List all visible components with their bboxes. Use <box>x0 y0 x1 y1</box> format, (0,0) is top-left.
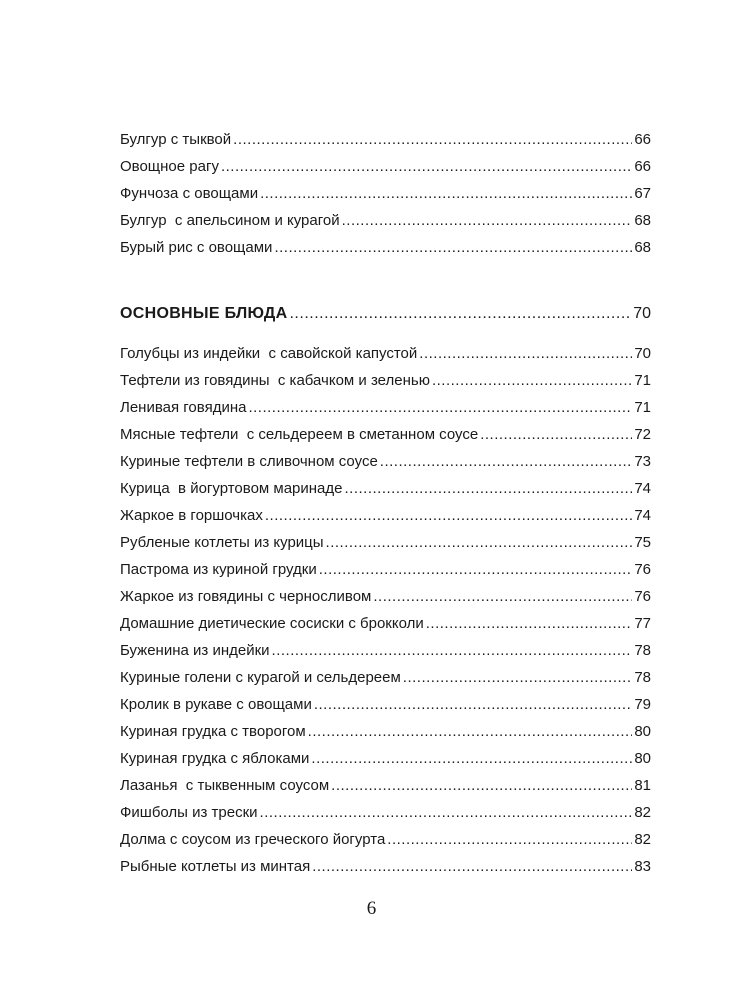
toc-entry <box>120 367 651 394</box>
toc-entry-title: Домашние диетические сосиски с брокколи <box>120 615 424 632</box>
toc-entry-title: Булгур с апельсином и курагой <box>120 212 340 229</box>
toc-entry-page: 78 <box>634 642 651 659</box>
toc-entry-page: 66 <box>634 158 651 175</box>
toc-entry-page: 81 <box>634 777 651 794</box>
toc-entry-title: Пастрома из куриной грудки <box>120 561 317 578</box>
toc-entry-title: Рыбные котлеты из минтая <box>120 858 311 875</box>
toc-entry-title: Овощное рагу <box>120 158 219 175</box>
toc-entry-title: Голубцы из индейки с савойской капустой <box>120 345 418 362</box>
toc-entry-page: 82 <box>634 831 651 848</box>
dot-leader <box>373 583 632 610</box>
toc-entry-page: 75 <box>634 534 651 551</box>
page-number: 6 <box>366 898 377 919</box>
toc-entry-page: 71 <box>634 372 651 389</box>
dot-leader <box>289 300 631 327</box>
dot-leader <box>345 475 633 502</box>
toc-entry-title: Куриные голени с курагой и сельдереем <box>120 669 401 686</box>
toc-entry-page: 83 <box>634 858 651 875</box>
dot-leader <box>480 421 632 448</box>
toc-entry-page: 79 <box>634 696 651 713</box>
toc-entry <box>120 421 651 448</box>
dot-leader <box>312 853 632 880</box>
toc-entry-title: Мясные тефтели с сельдереем в сметанном соусе <box>120 426 479 443</box>
toc-entry-page: 66 <box>634 131 651 148</box>
dot-leader <box>265 502 632 529</box>
toc-entry-page: 77 <box>634 615 651 632</box>
toc-entry-page: 68 <box>634 239 651 256</box>
toc-entry-title: Ленивая говядина <box>120 399 247 416</box>
toc-entry <box>120 234 651 261</box>
toc-entry-page: 76 <box>634 588 651 605</box>
toc-entry <box>120 637 651 664</box>
toc-entry-page: 73 <box>634 453 651 470</box>
toc-entry-title: Рубленые котлеты из курицы <box>120 534 324 551</box>
toc-entry-title: Жаркое из говядины с черносливом <box>120 588 372 605</box>
section-title: ОСНОВНЫЕ БЛЮДА <box>120 305 288 322</box>
toc-entry-title: Булгур с тыквой <box>120 131 232 148</box>
section-heading <box>120 300 651 327</box>
toc-entry-page: 80 <box>634 723 651 740</box>
toc-entry-page: 72 <box>634 426 651 443</box>
toc-entry-title: Куриные тефтели в сливочном соусе <box>120 453 378 470</box>
dot-leader <box>331 772 632 799</box>
dot-leader <box>314 691 632 718</box>
toc-entry-page: 82 <box>634 804 651 821</box>
dot-leader <box>432 367 632 394</box>
toc-entry <box>120 772 651 799</box>
dot-leader <box>272 637 633 664</box>
dot-leader <box>319 556 633 583</box>
toc-list-top <box>120 126 651 261</box>
toc-entry-title: Долма с соусом из греческого йогурта <box>120 831 386 848</box>
toc-entry-page: 76 <box>634 561 651 578</box>
dot-leader <box>260 799 633 826</box>
toc-entry-title: Лазанья с тыквенным соусом <box>120 777 330 794</box>
dot-leader <box>419 340 632 367</box>
dot-leader <box>426 610 633 637</box>
toc-entry <box>120 664 651 691</box>
toc-entry-page: 71 <box>634 399 651 416</box>
toc-entry <box>120 691 651 718</box>
dot-leader <box>260 180 632 207</box>
toc-entry-page: 74 <box>634 480 651 497</box>
dot-leader <box>326 529 633 556</box>
toc-entry <box>120 340 651 367</box>
toc-entry <box>120 394 651 421</box>
toc-entry <box>120 718 651 745</box>
dot-leader <box>311 745 632 772</box>
dot-leader <box>342 207 633 234</box>
toc-entry-title: Бурый рис с овощами <box>120 239 273 256</box>
toc-entry <box>120 556 651 583</box>
toc-list-main <box>120 340 651 880</box>
toc-entry-title: Буженина из индейки <box>120 642 270 659</box>
toc-entry <box>120 583 651 610</box>
toc-entry-title: Куриная грудка с яблоками <box>120 750 310 767</box>
toc-entry <box>120 529 651 556</box>
dot-leader <box>248 394 632 421</box>
section-page: 70 <box>633 305 651 322</box>
toc-entry-page: 74 <box>634 507 651 524</box>
toc-entry <box>120 745 651 772</box>
toc-entry <box>120 448 651 475</box>
toc-entry <box>120 207 651 234</box>
toc-entry <box>120 475 651 502</box>
toc-entry <box>120 502 651 529</box>
dot-leader <box>403 664 633 691</box>
dot-leader <box>387 826 632 853</box>
toc-entry <box>120 853 651 880</box>
dot-leader <box>233 126 632 153</box>
toc-entry-page: 80 <box>634 750 651 767</box>
dot-leader <box>274 234 632 261</box>
toc-entry-page: 78 <box>634 669 651 686</box>
toc-entry-page: 67 <box>634 185 651 202</box>
dot-leader <box>380 448 633 475</box>
toc-entry <box>120 180 651 207</box>
toc-entry-title: Тефтели из говядины с кабачком и зеленью <box>120 372 430 389</box>
toc-entry-page: 68 <box>634 212 651 229</box>
toc-entry <box>120 153 651 180</box>
toc-entry <box>120 826 651 853</box>
toc-entry-title: Кролик в рукаве с овощами <box>120 696 312 713</box>
toc-entry-title: Куриная грудка с творогом <box>120 723 306 740</box>
toc-entry-title: Фунчоза с овощами <box>120 185 259 202</box>
toc-entry-title: Фишболы из трески <box>120 804 258 821</box>
dot-leader <box>308 718 633 745</box>
toc-entry-title: Жаркое в горшочках <box>120 507 263 524</box>
dot-leader <box>221 153 632 180</box>
toc-entry-title: Курица в йогуртовом маринаде <box>120 480 343 497</box>
toc-entry <box>120 126 651 153</box>
toc-entry <box>120 799 651 826</box>
toc-entry-page: 70 <box>634 345 651 362</box>
toc-entry <box>120 610 651 637</box>
